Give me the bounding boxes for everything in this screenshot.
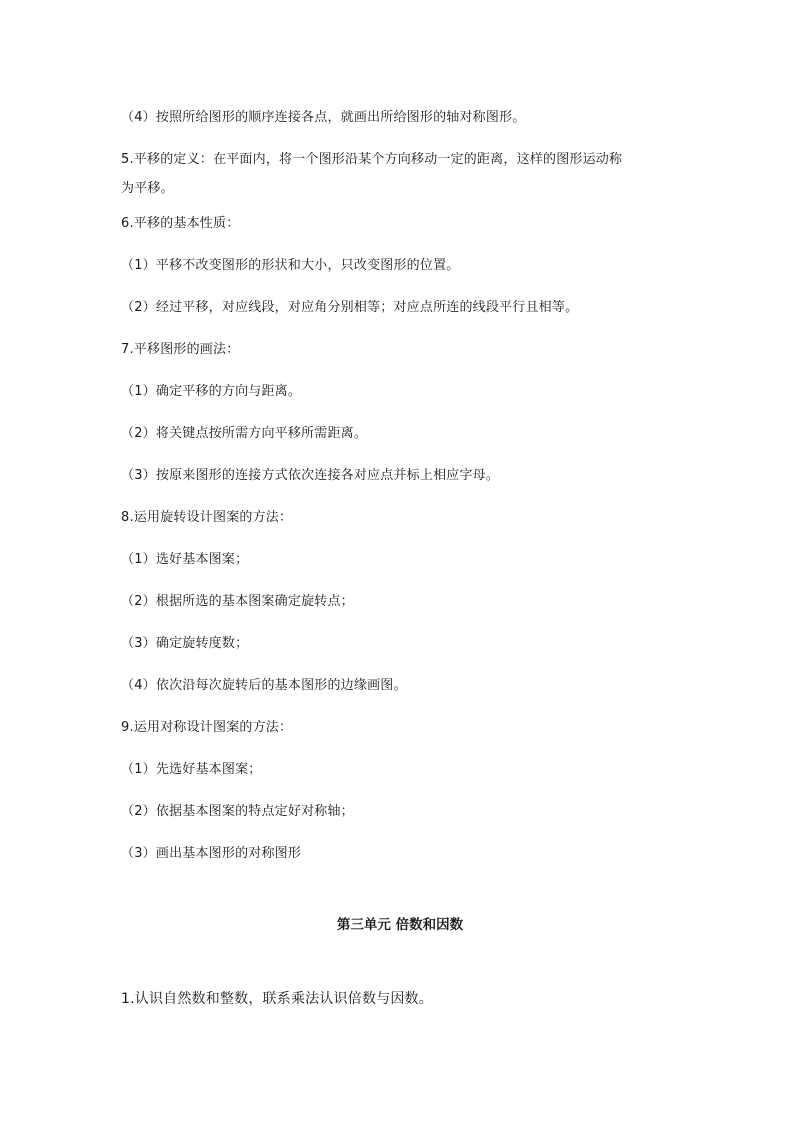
text-line: 9.运用对称设计图案的方法： <box>121 720 293 735</box>
text-line: 为平移。 <box>121 181 174 196</box>
text-line: （1）选好基本图案； <box>121 552 249 567</box>
text-line: （1）先选好基本图案； <box>121 762 262 777</box>
text-line: 7.平移图形的画法： <box>121 342 240 357</box>
text-line: （2）依据基本图案的特点定好对称轴； <box>121 804 354 819</box>
text-line: （2）将关键点按所需方向平移所需距离。 <box>121 426 368 441</box>
text-line: 5.平移的定义：在平面内，将一个图形沿某个方向移动一定的距离，这样的图形运动称 <box>121 152 623 167</box>
text-line: （3）确定旋转度数； <box>121 636 249 651</box>
text-line: （4）依次沿每次旋转后的基本图形的边缘画图。 <box>121 678 407 693</box>
text-line: （3）按原来图形的连接方式依次连接各对应点并标上相应字母。 <box>121 468 500 483</box>
text-line: （1）平移不改变图形的形状和大小，只改变图形的位置。 <box>121 258 460 273</box>
section-heading: 第三单元 倍数和因数 <box>336 917 464 933</box>
text-line: （2）经过平移，对应线段，对应角分别相等；对应点所连的线段平行且相等。 <box>121 300 579 315</box>
text-line: （2）根据所选的基本图案确定旋转点； <box>121 594 354 609</box>
text-line: 6.平移的基本性质： <box>121 216 240 231</box>
text-line: （4）按照所给图形的顺序连接各点，就画出所给图形的轴对称图形。 <box>121 110 526 125</box>
text-line: 8.运用旋转设计图案的方法： <box>121 510 293 525</box>
text-line: （1）确定平移的方向与距离。 <box>121 384 302 399</box>
text-line: 1.认识自然数和整数，联系乘法认识倍数与因数。 <box>121 991 433 1007</box>
text-line: （3）画出基本图形的对称图形 <box>121 846 302 861</box>
